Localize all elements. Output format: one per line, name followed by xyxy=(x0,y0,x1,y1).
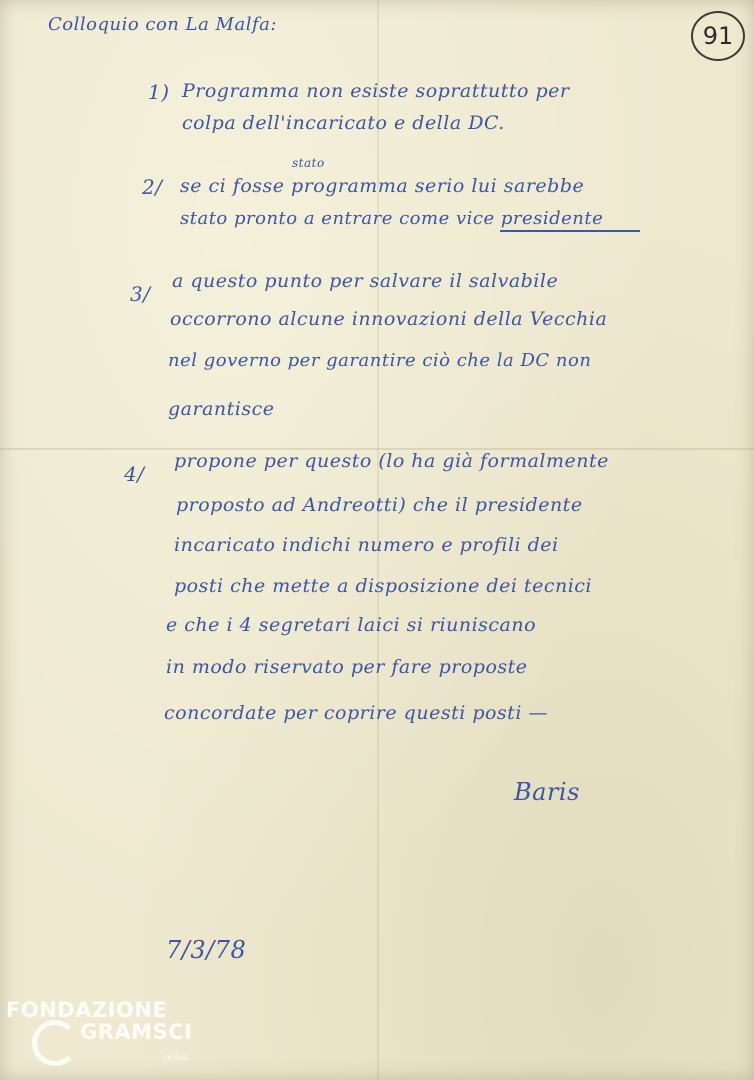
item-line: se ci fosse programma serio lui sarebbe xyxy=(180,175,585,197)
item-marker: 1) xyxy=(148,80,170,104)
item-line: e che i 4 segretari laici si riuniscano xyxy=(166,614,537,636)
item-line: colpa dell'incaricato e della DC. xyxy=(182,112,505,134)
underline-mark xyxy=(500,230,640,232)
item-line: Programma non esiste soprattutto per xyxy=(182,80,570,102)
item-line: concordate per coprire questi posti — xyxy=(164,702,548,724)
item-line: proposto ad Andreotti) che il presidente xyxy=(176,494,583,516)
item-line: propone per questo (lo ha già formalmente xyxy=(174,450,609,472)
item-line: nel governo per garantire ciò che la DC non xyxy=(168,350,592,371)
watermark xyxy=(6,998,206,1078)
item-line: posti che mette a disposizione dei tecnici xyxy=(174,575,592,597)
item-line: incaricato indichi numero e profili dei xyxy=(174,534,559,556)
watermark-logo-icon xyxy=(32,1020,78,1066)
signature: Baris xyxy=(514,778,580,806)
item-marker: 4/ xyxy=(124,462,145,486)
item-line: stato pronto a entrare come vice presidente xyxy=(180,208,604,229)
date: 7/3/78 xyxy=(166,936,247,964)
item-line: in modo riservato per fare proposte xyxy=(166,656,528,678)
item-marker: 2/ xyxy=(142,175,163,199)
watermark-line3: onlus xyxy=(164,1053,189,1063)
item-marker: 3/ xyxy=(130,282,151,306)
heading: Colloquio con La Malfa: xyxy=(48,14,277,35)
watermark-line1: FONDAZIONE xyxy=(6,998,168,1022)
item-line: occorrono alcune innovazioni della Vecchia xyxy=(170,308,608,330)
inserted-word: stato xyxy=(292,156,325,170)
item-line: garantisce xyxy=(168,398,275,420)
watermark-line2: GRAMSCI xyxy=(80,1020,193,1044)
page-number: 91 xyxy=(702,22,734,50)
item-line: a questo punto per salvare il salvabile xyxy=(172,270,559,292)
page-number-badge xyxy=(691,11,745,61)
